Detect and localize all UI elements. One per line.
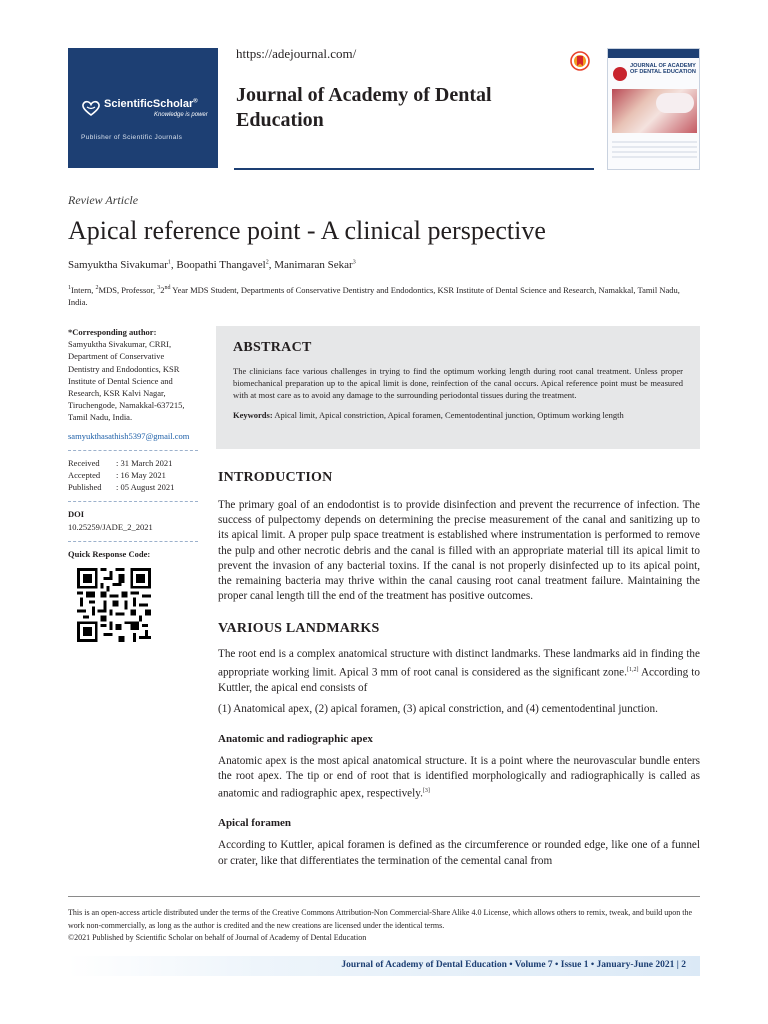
date-accepted: Accepted : 16 May 2021 bbox=[68, 470, 166, 481]
section-heading-landmarks: VARIOUS LANDMARKS bbox=[218, 621, 380, 637]
sidebar-divider bbox=[68, 450, 198, 451]
cover-text-lines bbox=[612, 141, 697, 159]
footer-citation: Journal of Academy of Dental Education • Volume 7 • Issue 1 • January-June 2021 | 2 bbox=[341, 960, 686, 970]
license-notice bbox=[68, 907, 700, 945]
abstract-text: The clinicians face various challenges in trying to find the optimum working length during root canal treatment. Unless proper biomechanical preparation up to the apical limit is done, reinfection of the canal occurs. Apical reference point must be measured with at most care as to avoid any damage to the surrounding periodontal tissues during the treatment. bbox=[233, 366, 683, 401]
article-type: Review Article bbox=[68, 193, 139, 207]
cover-top-band bbox=[608, 49, 699, 58]
article-body bbox=[218, 470, 700, 869]
section-heading-introduction: INTRODUCTION bbox=[218, 470, 333, 485]
paragraph-introduction: The primary goal of an endodontist is to provide disinfection and prevent the recurrence of infection. The success of pulpectomy depends on determining the precise measurement of the canal and sanitizing up to its apical limit. A proper pulp space treatment is established where instrumentation is performed to remove the pulp and other necrotic debris and the canal is filled with an appropriate material till its apical limit to prevent the invasion of any bacterial toxins. If the canal is not properly disinfected up to its apical point, the remaining bacteria may thrive within the canal causing root canal treatment failure. Maintaining the proper canal length till the end of the treatment has positive outcomes. bbox=[218, 499, 700, 603]
journal-cover-thumbnail[interactable] bbox=[607, 48, 700, 170]
publisher-name: ScientificScholar® bbox=[104, 98, 198, 110]
author-name[interactable]: Boopathi Thangavel bbox=[176, 259, 266, 271]
author-list: Samyuktha Sivakumar$^1$, Boopathi Thangavel$^2$, Manimaran Sekar$^3$ bbox=[68, 259, 356, 271]
corresponding-author-address: Samyuktha Sivakumar, CRRI, Department of Conservative Dentistry and Endodontics, KSR Institute of Dental Science and Research, KSR Kalvi Nagar, Tiruchengode, Namakkal-637215, Tamil Nadu, India. bbox=[68, 339, 185, 423]
doi-link[interactable]: 10.25259/JADE_2_2021 bbox=[68, 521, 153, 532]
paragraph-landmarks-list: (1) Anatomical apex, (2) apical foramen, (3) apical constriction, and (4) cementodentinal junction. bbox=[218, 702, 658, 715]
article-info-sidebar bbox=[68, 326, 198, 645]
abstract-heading: ABSTRACT bbox=[233, 340, 312, 355]
crossmark-icon[interactable] bbox=[570, 51, 590, 71]
sidebar-divider bbox=[68, 501, 198, 502]
footer-citation-band bbox=[68, 956, 700, 976]
keywords: Keywords: Apical limit, Apical constriction, Apical foramen, Cementodentinal junction, Optimum working length bbox=[233, 409, 624, 420]
author-name[interactable]: Manimaran Sekar bbox=[274, 259, 353, 271]
cover-photo-teeth bbox=[656, 93, 694, 113]
journal-name: Journal of Academy of Dental Education bbox=[236, 84, 492, 131]
subheading-anatomic-apex: Anatomic and radiographic apex bbox=[218, 732, 373, 745]
paragraph-apical-foramen: According to Kuttler, apical foramen is defined as the circumference or rounded edge, like one of a funnel or crater, like that differentiates the termination of the cemental canal from bbox=[218, 839, 700, 867]
publisher-tagline: Knowledge is power bbox=[154, 112, 208, 118]
scholar-heart-icon bbox=[81, 100, 101, 116]
publisher-logo[interactable] bbox=[68, 48, 218, 168]
journal-url-link[interactable]: https://adejournal.com/ bbox=[236, 46, 357, 61]
corresponding-author-email[interactable]: samyukthasathish5397@gmail.com bbox=[68, 430, 190, 441]
paragraph-landmarks: The root end is a complex anatomical structure with distinct landmarks. These landmarks aid in finding the appropriate working limit. Apical 3 mm of root canal is considered as the significant zone.[1,2] According to Kuttler, the apical end consists of bbox=[218, 648, 700, 694]
author-name[interactable]: Samyuktha Sivakumar bbox=[68, 259, 168, 271]
footer-divider bbox=[68, 896, 700, 897]
abstract-box bbox=[216, 326, 700, 449]
qr-code-icon[interactable] bbox=[77, 568, 151, 642]
cover-logo-icon bbox=[613, 67, 627, 81]
citation-link[interactable]: [3] bbox=[422, 788, 430, 795]
author-affiliations: $^1$Intern, $^2$MDS, Professor, $^3$2nd Year MDS Student, Departments of Conservative Dentistry and Endodontics, KSR Institute of Dental Science and Research, Namakkal, Tamil Nadu, India. bbox=[68, 284, 680, 307]
license-text: This is an open-access article distributed under the terms of the Creative Commons Attribution-Non Commercial-Share Alike 4.0 License, which allows others to remix, tweak, and build upon the work non-commercially, as long as the author is credited and the new creations are licensed under the identical terms. bbox=[68, 908, 693, 930]
doi-label: DOI bbox=[68, 509, 85, 520]
copyright-text: ©2021 Published by Scientific Scholar on behalf of Journal of Academy of Dental Education bbox=[68, 933, 367, 942]
date-published: Published : 05 August 2021 bbox=[68, 482, 175, 493]
qr-code-label: Quick Response Code: bbox=[68, 548, 151, 559]
sidebar-divider bbox=[68, 541, 198, 542]
corresponding-author-label: *Corresponding author: bbox=[68, 327, 157, 337]
subheading-apical-foramen: Apical foramen bbox=[218, 817, 292, 830]
paragraph-anatomic-apex: Anatomic apex is the most apical anatomical structure. It is a point where the neurovascular bundle enters the root apex. The tip or end of root that is identified morphologically and radiographically is called as anatomic and radiographic apex, respectively.[3] bbox=[218, 754, 700, 801]
header-divider bbox=[234, 168, 594, 170]
cover-title: JOURNAL OF ACADEMY OF DENTAL EDUCATION bbox=[630, 63, 696, 75]
article-title: Apical reference point - A clinical perspective bbox=[68, 216, 546, 245]
publisher-subtitle: Publisher of Scientific Journals bbox=[81, 134, 183, 141]
date-received: Received : 31 March 2021 bbox=[68, 457, 173, 468]
citation-link[interactable]: [1,2] bbox=[626, 666, 639, 673]
